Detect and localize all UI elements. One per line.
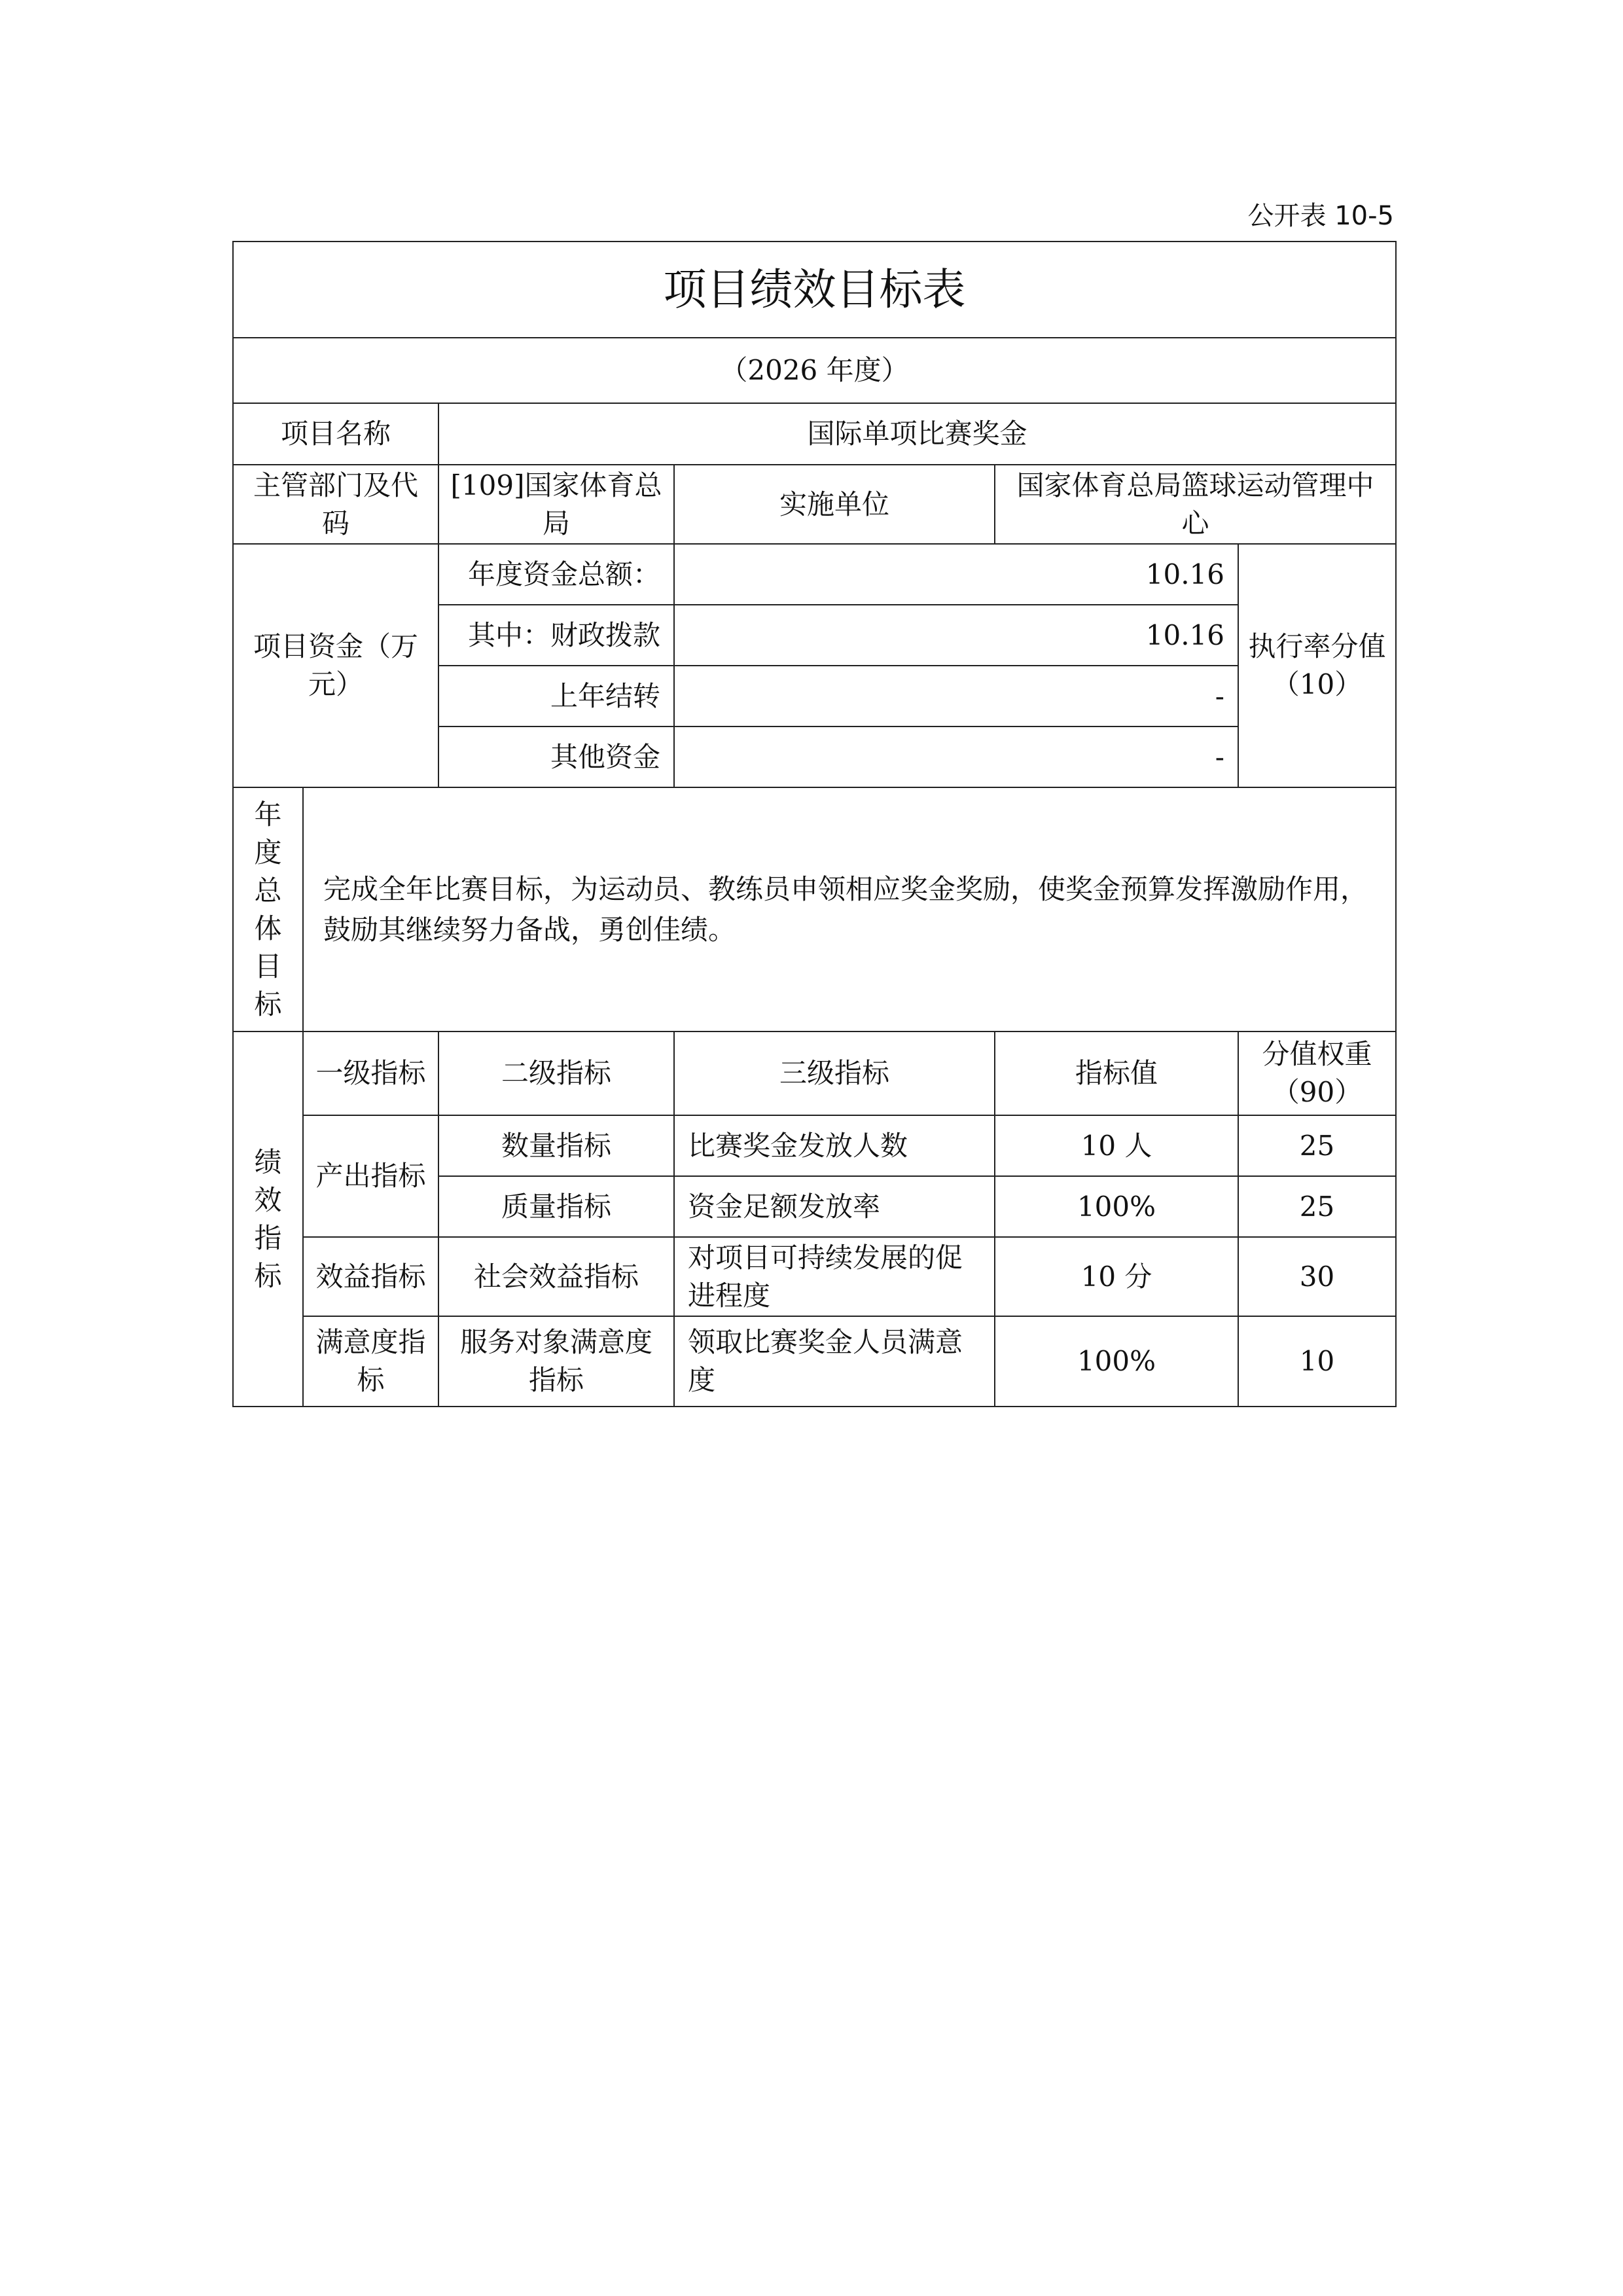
weight-satisfaction: 10 [1238, 1316, 1396, 1407]
level2-satisfaction: 服务对象满意度指标 [438, 1316, 674, 1407]
unit-label: 实施单位 [674, 465, 995, 544]
header-level2: 二级指标 [438, 1031, 674, 1115]
table-title: 项目绩效目标表 [233, 242, 1396, 338]
fund-value-total: 10.16 [674, 544, 1238, 605]
value-social: 10 分 [995, 1237, 1238, 1316]
level3-social: 对项目可持续发展的促进程度 [674, 1237, 995, 1316]
fund-label-fiscal: 其中：财政拨款 [438, 605, 674, 666]
weight-social: 30 [1238, 1237, 1396, 1316]
header-level3: 三级指标 [674, 1031, 995, 1115]
performance-target-table [232, 241, 1397, 1407]
fund-label-total: 年度资金总额： [438, 544, 674, 605]
level3-quality: 资金足额发放率 [674, 1176, 995, 1237]
fund-value-carryover: - [674, 666, 1238, 726]
value-quality: 100% [995, 1176, 1238, 1237]
fund-label-other: 其他资金 [438, 726, 674, 787]
level2-social: 社会效益指标 [438, 1237, 674, 1316]
fund-value-other: - [674, 726, 1238, 787]
level3-quantity: 比赛奖金发放人数 [674, 1115, 995, 1176]
weight-quality: 25 [1238, 1176, 1396, 1237]
unit-value: 国家体育总局篮球运动管理中心 [995, 465, 1396, 544]
funds-label: 项目资金（万元） [233, 544, 438, 787]
weight-quantity: 25 [1238, 1115, 1396, 1176]
goal-text: 完成全年比赛目标，为运动员、教练员申领相应奖金奖励，使奖金预算发挥激励作用，鼓励其继续努力备战，勇创佳绩。 [303, 787, 1396, 1031]
header-value: 指标值 [995, 1031, 1238, 1115]
fund-label-carryover: 上年结转 [438, 666, 674, 726]
project-name-label: 项目名称 [233, 403, 438, 465]
fund-value-fiscal: 10.16 [674, 605, 1238, 666]
exec-rate-label: 执行率分值（10） [1238, 544, 1396, 787]
perf-label: 绩 效 指 标 [233, 1031, 303, 1407]
level1-benefit: 效益指标 [303, 1237, 438, 1316]
year-row: （2026 年度） [233, 338, 1396, 403]
dept-label: 主管部门及代码 [233, 465, 438, 544]
value-satisfaction: 100% [995, 1316, 1238, 1407]
level1-satisfaction: 满意度指标 [303, 1316, 438, 1407]
header-level1: 一级指标 [303, 1031, 438, 1115]
goal-label: 年 度 总 体 目 标 [233, 787, 303, 1031]
level3-satisfaction: 领取比赛奖金人员满意度 [674, 1316, 995, 1407]
value-quantity: 10 人 [995, 1115, 1238, 1176]
form-label: 公开表 10-5 [1247, 201, 1394, 231]
project-name-value: 国际单项比赛奖金 [438, 403, 1396, 465]
header-weight: 分值权重（90） [1238, 1031, 1396, 1115]
level1-output: 产出指标 [303, 1115, 438, 1237]
level2-quality: 质量指标 [438, 1176, 674, 1237]
dept-value: [109]国家体育总局 [438, 465, 674, 544]
level2-quantity: 数量指标 [438, 1115, 674, 1176]
